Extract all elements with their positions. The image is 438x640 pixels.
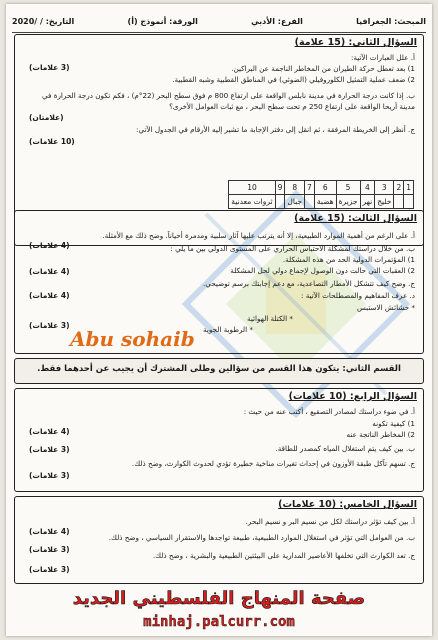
map-answer-cell: جبال [285, 195, 305, 209]
q4-marks-b: (3 علامات) [29, 445, 70, 454]
paper-label: الورقة: أنموذج (أ) [127, 16, 198, 26]
q5-part-a: أ. بين كيف تؤثر دراستك لكل من نسيم البر و نسيم البحر. [245, 517, 415, 526]
q2-part-c: ج. أنظر إلى الخريطة المرفقة ، ثم انقل إلى دفتر الإجابة ما تشير إليه الأرقام في الجدول الآتي: [136, 125, 415, 134]
part-2-note: القسم الثاني: يتكون هذا القسم من سؤالين وطلى المشترك أن يجيب عن أحدهما فقط. [37, 364, 401, 374]
map-number-cell: 7 [305, 181, 315, 195]
q4-part-b: ب. بين كيف يتم استغلال المياه كمصدر للطاقة. [275, 444, 415, 453]
map-number-cell: 4 [360, 181, 375, 195]
q3-part-b2: 2) العقبات التي حالت دون الوصول لإجماع دولي لحل المشكلة [230, 266, 415, 275]
q4-part-a2: 2) المخاطر الناتجة عنه [346, 430, 415, 439]
footer-title: صفحة المنهاج الفلسطيني الجديد [72, 588, 366, 609]
question-4-box [14, 388, 424, 492]
q3-marks-b: (4 علامات) [29, 267, 70, 276]
q3-part-d2: * الكتلة الهوائية [247, 314, 293, 323]
q5-part-c: ج. تعد الكوارث التي تخلفها الأعاصير المدارية على البيئتين الطبيعية والبشرية ، وضح ذلك. [152, 551, 415, 560]
map-number-cell: 6 [314, 181, 336, 195]
map-table-answer-row [229, 195, 414, 209]
question-4-title: السؤال الرابع: (10 علامات) [288, 391, 417, 402]
q3-part-a: أ. على الرغم من أهمية الموارد الطبيعية، إلا أنه يترتب عليها آثار سلبية ومدمرة أحياناً. وضح ذلك مع الأمثلة. [102, 231, 415, 240]
map-number-cell: 3 [375, 181, 394, 195]
subject-label: المبحث: الجغرافيا [356, 16, 426, 26]
question-3-title: السؤال الثالث: (15 علامة) [294, 213, 417, 224]
q2-marks-b: (علامتان) [29, 113, 64, 122]
question-2-title: السؤال الثاني: (15 علامة) [294, 37, 417, 48]
stream-label: الفرع: الأدبي [251, 16, 303, 26]
q2-marks-c: (10 علامات) [29, 137, 75, 146]
map-number-cell: 5 [336, 181, 360, 195]
q3-part-b1: 1) المؤتمرات الدولية الحد من هذه المشكلة. [282, 255, 415, 264]
q3-part-d: د. عرف المفاهيم والمصطلحات الآتية : [301, 291, 415, 300]
map-answer-cell [305, 195, 315, 209]
map-number-cell: 1 [404, 181, 414, 195]
map-answer-cell [394, 195, 404, 209]
q2-part-a2: 2) ضعف عملية التمثيل الكلوروفيلي (الضوئي) في المناطق القطبية وشبه القطبية. [172, 75, 415, 84]
q3-marks-d: (3 علامات) [29, 321, 70, 330]
q2-part-a1: 1) بعد تعطل حركة الطيران من المخاطر الناجمة عن البراكين. [231, 64, 415, 73]
question-5-title: السؤال الخامس: (10 علامات) [278, 499, 417, 510]
signature-abu-sohaib: Abu sohaib [70, 327, 195, 351]
map-table-number-row [229, 181, 414, 195]
part-2-box [14, 358, 424, 384]
q2-part-b2: مدينة أريحا الواقعة على ارتفاع 250 م تحت سطح البحر ، مع ثبات العوامل الأخرى؟ [169, 102, 415, 111]
date-label: التاريخ: / /2020 [12, 16, 75, 26]
map-answer-table [228, 180, 414, 209]
exam-header [12, 10, 426, 33]
question-5-box [14, 496, 424, 584]
q4-marks-c: (3 علامات) [29, 471, 70, 480]
map-number-cell: 2 [394, 181, 404, 195]
q3-marks-c: (4 علامات) [29, 291, 70, 300]
map-answer-cell: جزيرة [336, 195, 360, 209]
map-answer-cell: خليج [375, 195, 394, 209]
q3-marks-a: (4 علامات) [29, 241, 70, 250]
map-answer-cell [404, 195, 414, 209]
q4-marks-a: (4 علامات) [29, 427, 70, 436]
q4-part-c: ج. تسهم تآكل طبقة الأوزون في إحداث تغيرات مناخية خطيرة تؤدي لحدوث الكوارث، وضح ذلك. [131, 459, 415, 468]
q2-marks-a: (3 علامات) [29, 63, 70, 72]
q3-part-c: ج. وضح كيف تتشكل الأمطار التصاعدية، مع دعم إجابتك برسم توضيحي. [202, 279, 415, 288]
footer-url[interactable]: minhaj.palcurr.com [143, 614, 295, 630]
map-number-cell: 8 [285, 181, 305, 195]
q3-part-d1: * حشائش الاستبس [357, 303, 415, 312]
q4-part-a1: 1) كيفية تكونه [372, 419, 415, 428]
map-answer-cell: نهر [360, 195, 375, 209]
q3-part-b: ب. من خلال دراستك لمشكلة الاحتباس الحراري على المستوى الدولي بين ما يلي : [170, 244, 415, 253]
q5-marks-a: (4 علامات) [29, 527, 70, 536]
q4-part-a: أ. في ضوء دراستك لمصادر التصقيع ، أكتب عنه من حيث : [243, 407, 415, 416]
map-number-cell: 10 [229, 181, 275, 195]
q2-part-b: ب. إذا كانت درجة الحرارة في مدينة نابلس الواقعة على ارتفاع 800 م فوق سطح البحر (22°م) ، فكم تكون درجة الحرارة في [41, 91, 415, 100]
q5-marks-c: (3 علامات) [29, 565, 70, 574]
q2-part-a: أ. علل العبارات الآتية: [350, 53, 415, 62]
map-answer-cell: هضبة [314, 195, 336, 209]
q5-marks-b: (3 علامات) [29, 545, 70, 554]
map-answer-cell [275, 195, 285, 209]
map-number-cell: 9 [275, 181, 285, 195]
q5-part-b: ب. من العوامل التي تؤثر في استغلال الموارد الطبيعية، طبيعة تواجدها والاستقرار السياسي ، وضح ذلك. [108, 533, 415, 542]
q3-part-d3: * الرطوبة الجوية [203, 325, 253, 334]
exam-paper [6, 4, 432, 636]
map-answer-cell: ثروات معدنية [229, 195, 275, 209]
